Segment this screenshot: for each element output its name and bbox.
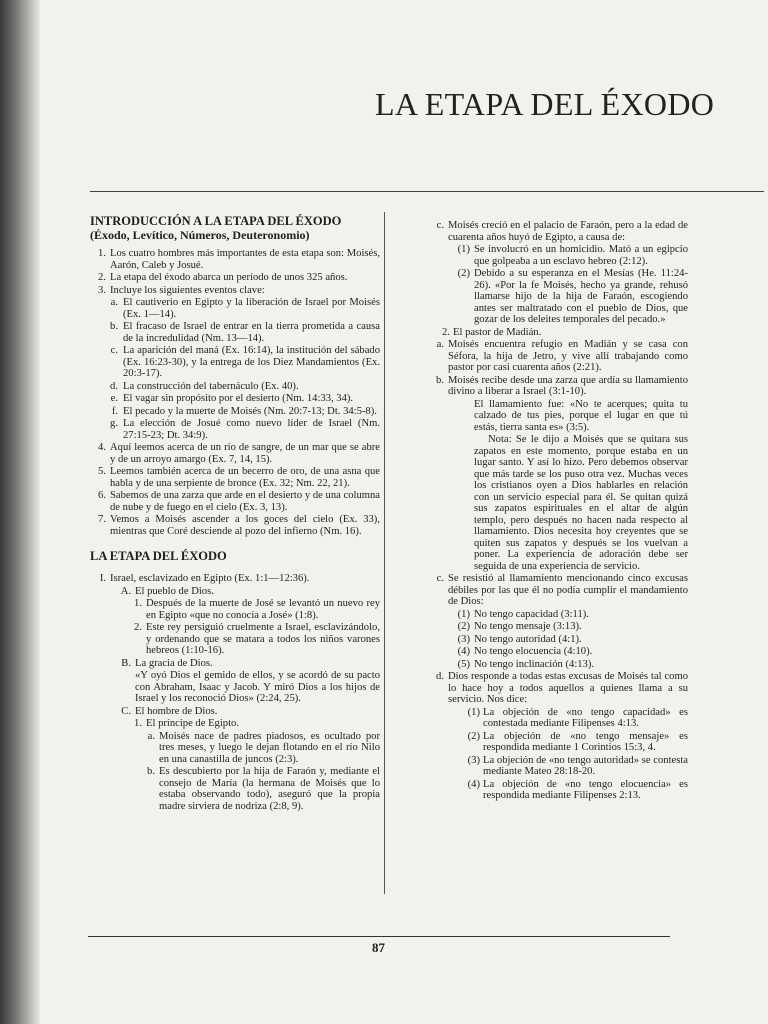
item-number: 2.: [442, 326, 450, 338]
item-text: Moisés recibe desde una zarza que ardía su llamamiento divino a liberar a Israel (3:1-10).: [448, 374, 688, 397]
footer-rule: [88, 936, 670, 937]
item-letter: a.: [147, 730, 155, 742]
item-number: I.: [99, 573, 106, 584]
outline-c-1: [90, 718, 380, 730]
intro-item-6: [90, 490, 380, 513]
outline-roman-1: [90, 573, 380, 585]
key-event-e: [90, 393, 380, 405]
item-text: Se involucró en un homicidio. Mató a un egipcio que golpeaba a un esclavo hebreo (2:12).: [474, 244, 688, 267]
item-text: Moisés encuentra refugio en Madián y se casa con Séfora, la hija de Jetro, y vive allí trabajando como pastor por casi cuarenta años (2:21).: [448, 339, 688, 373]
item-text: Sabemos de una zarza que arde en el desierto y de una columna de nube y de fuego en el cielo (Ex. 3, 13).: [110, 490, 380, 513]
item-number: (1): [467, 706, 480, 718]
item-text: La gracia de Dios.: [135, 657, 213, 669]
outline-c-2-a: [398, 339, 688, 374]
key-event-f: [90, 406, 380, 418]
item-text: El fracaso de Israel de entrar en la tierra prometida a causa de la incredulidad (Nm. 13—14).: [123, 321, 380, 344]
item-letter: A.: [120, 585, 131, 597]
item-number: 2.: [134, 622, 142, 633]
key-event-c: [90, 345, 380, 380]
outline-a-1: [90, 598, 380, 621]
item-text: El pastor de Madián.: [453, 326, 542, 338]
key-event-b: [90, 321, 380, 344]
item-text: El hombre de Dios.: [135, 705, 218, 717]
outline-b: [90, 658, 380, 670]
item-text: Debido a su esperanza en el Mesías (He. 11:24-26). «Por la fe Moisés, hecho ya grande, rehusó llamarse hijo de la hija de Faraón, escogiendo antes ser maltratado con el pueblo de Dios, que gozar de los deleites temporales del pecado.»: [474, 268, 688, 325]
item-letter: B.: [121, 657, 131, 669]
intro-item-2: [90, 272, 380, 284]
item-number: (1): [457, 244, 470, 255]
item-letter: g.: [110, 418, 118, 429]
nota-paragraph: Nota: Se le dijo a Moisés que se quitara sus zapatos en este momento, porque estaba en un lugar santo. Y así lo hizo. Pero debemos observar que más tarde se los puso otra vez. Muchas veces los cristianos oyen a Dios hablarles en relación con un servicio especial para él. Se quitan quizá sus zapatos espirituales en el altar de algún templo, pero después no hacen nada respecto al llamamiento. Dios necesita hoy creyentes que se quiten sus zapatos y después se los vuelvan a poner. La experiencia de adoración debe ser seguida de una experiencia de servicio.: [474, 434, 688, 572]
outline-c-1-c: [398, 220, 688, 243]
item-letter: a.: [110, 297, 118, 308]
item-text: El pueblo de Dios.: [135, 585, 214, 597]
item-text: Leemos también acerca de un becerro de oro, de una asna que habla y de una serpiente de bronce (Ex. 32; Nm. 22, 21).: [110, 466, 380, 489]
page-number: 87: [372, 940, 385, 955]
item-text: El príncipe de Egipto.: [146, 718, 239, 729]
header-rule: [90, 191, 764, 192]
item-text: No tengo elocuencia (4:10).: [474, 646, 593, 657]
key-event-d: [90, 381, 380, 393]
item-text: «Y oyó Dios el gemido de ellos, y se acordó de su pacto con Abraham, Isaac y Jacob. Y miró Dios a los hijos de Israel y los reconoció Dios» (2:24, 25).: [135, 670, 380, 704]
item-letter: a.: [436, 339, 444, 350]
item-letter: d.: [110, 380, 118, 392]
outline-b-quote: [90, 670, 380, 705]
item-text: La objeción de «no tengo elocuencia» es respondida mediante Filipenses 2:13.: [483, 778, 688, 801]
item-number: 5.: [98, 466, 106, 477]
item-letter: c.: [436, 573, 444, 584]
llamamiento-paragraph: El llamamiento fue: «No te acerques; quita tu calzado de tus pies, porque el lugar en que tú estás, tierra santa es» (3:5).: [474, 398, 688, 433]
reason-2: [398, 268, 688, 326]
item-text: La etapa del éxodo abarca un período de unos 325 años.: [110, 272, 348, 283]
outline-c-2-b: [398, 375, 688, 398]
item-text: No tengo capacidad (3:11).: [474, 608, 589, 620]
intro-item-3: [90, 285, 380, 297]
excuse-1: [398, 609, 688, 621]
item-text: Moisés nace de padres piadosos, es ocultado por tres meses, y luego le dejan flotando en el río Nilo en una canastilla de juncos (2:3).: [159, 730, 380, 765]
item-text: Vemos a Moisés ascender a los goces del cielo (Ex. 33), mientras que Coré desciende al pozo del infierno (Nm. 16).: [110, 514, 380, 537]
excuse-4: [398, 646, 688, 658]
item-letter: b.: [147, 766, 155, 777]
outline-c-1-b: [90, 766, 380, 812]
item-text: La objeción de «no tengo capacidad» es contestada mediante Filipenses 4:13.: [483, 706, 688, 729]
item-letter: e.: [110, 393, 118, 404]
item-number: (2): [467, 730, 480, 742]
item-number: (3): [467, 754, 480, 766]
excuse-2: [398, 621, 688, 633]
key-event-g: [90, 418, 380, 441]
intro-item-7: [90, 514, 380, 537]
answer-4: [398, 779, 688, 802]
item-text: Los cuatro hombres más importantes de esta etapa son: Moisés, Aarón, Caleb y Josué.: [110, 248, 380, 271]
excuse-5: [398, 659, 688, 671]
item-text: Después de la muerte de José se levantó un nuevo rey en Egipto «que no conocía a José» (1:8).: [146, 598, 380, 621]
key-event-a: [90, 297, 380, 320]
intro-item-4: [90, 442, 380, 465]
intro-item-1: [90, 248, 380, 271]
outline-a-2: [90, 622, 380, 657]
item-letter: f.: [111, 405, 118, 417]
item-text: Israel, esclavizado en Egipto (Ex. 1:1—12:36).: [110, 573, 310, 584]
item-letter: C.: [121, 705, 131, 717]
outline-c-2-c: [398, 573, 688, 608]
book-binding-shadow: [0, 0, 40, 1024]
reason-1: [398, 244, 688, 267]
item-number: (5): [457, 658, 470, 670]
item-text: La construcción del tabernáculo (Ex. 40).: [123, 380, 299, 392]
item-number: 3.: [98, 284, 106, 296]
item-number: 1.: [134, 598, 142, 609]
item-letter: c.: [110, 345, 118, 356]
etapa-heading: LA ETAPA DEL ÉXODO: [90, 549, 227, 563]
item-number: 7.: [98, 514, 106, 525]
item-letter: d.: [436, 671, 444, 682]
excuse-3: [398, 634, 688, 646]
item-text: La objeción de «no tengo autoridad» se contesta mediante Mateo 28:18-20.: [483, 754, 688, 777]
intro-subheading: (Éxodo, Levítico, Números, Deuteronomio): [90, 228, 310, 242]
item-text: No tengo mensaje (3:13).: [474, 621, 582, 632]
item-text: Moisés creció en el palacio de Faraón, pero a la edad de cuarenta años huyó de Egipto, a causa de:: [448, 220, 688, 243]
item-number: (2): [457, 268, 470, 279]
item-number: 1.: [98, 248, 106, 259]
item-text: Incluye los siguientes eventos clave:: [110, 284, 265, 296]
item-text: Es descubierto por la hija de Faraón y, mediante el consejo de María (la hermana de Moisés que lo estaba observando todo), aseguró que la propia madre sirviera de nodriza (2:8, 9).: [159, 766, 380, 812]
item-letter: c.: [436, 220, 444, 231]
outline-c-2: [398, 327, 688, 339]
right-column: [398, 220, 688, 803]
item-text: La objeción de «no tengo mensaje» es respondida mediante 1 Corintios 15:3, 4.: [483, 730, 688, 753]
item-text: No tengo autoridad (4:1).: [474, 633, 582, 645]
item-text: La elección de Josué como nuevo líder de Israel (Nm. 27:15-23; Dt. 34:9).: [123, 418, 380, 441]
item-text: Este rey persiguió cruelmente a Israel, esclavizándolo, y ordenando que se matara a todos los niños varones hebreos (1:10-16).: [146, 622, 380, 656]
item-text: El cautiverio en Egipto y la liberación de Israel por Moisés (Ex. 1—14).: [123, 297, 380, 320]
item-number: (1): [457, 608, 470, 620]
item-number: 1.: [134, 718, 142, 729]
outline-a: [90, 586, 380, 598]
item-letter: b.: [110, 321, 118, 332]
item-text: El pecado y la muerte de Moisés (Nm. 20:7-13; Dt. 34:5-8).: [123, 405, 377, 417]
outline-c-2-d: [398, 671, 688, 706]
item-number: 6.: [98, 490, 106, 501]
item-text: Aquí leemos acerca de un río de sangre, de un mar que se abre y de un arroyo amargo (Ex. 7, 14, 15).: [110, 442, 380, 465]
left-column: [90, 214, 380, 813]
item-text: Dios responde a todas estas excusas de Moisés tal como lo hace hoy a todos aquellos a quienes llama a su servicio. Nos dice:: [448, 671, 688, 705]
intro-heading: INTRODUCCIÓN A LA ETAPA DEL ÉXODO: [90, 214, 342, 228]
item-number: 4.: [98, 442, 106, 453]
item-number: 2.: [98, 272, 106, 283]
chapter-title: LA ETAPA DEL ÉXODO: [375, 86, 715, 122]
item-text: No tengo inclinación (4:13).: [474, 658, 595, 670]
item-letter: b.: [436, 374, 444, 386]
item-text: El vagar sin propósito por el desierto (Nm. 14:33, 34).: [123, 393, 354, 404]
intro-item-5: [90, 466, 380, 489]
item-number: (4): [467, 778, 480, 790]
answer-3: [398, 755, 688, 778]
outline-c-1-a: [90, 731, 380, 766]
column-divider: [384, 212, 385, 894]
outline-c: [90, 706, 380, 718]
answer-1: [398, 707, 688, 730]
item-number: (4): [457, 646, 470, 657]
item-text: La aparición del maná (Ex. 16:14), la institución del sábado (Ex. 16:23-30), y la entrega de los Diez Mandamientos (Ex. 20:3-17).: [123, 345, 380, 379]
item-number: (2): [457, 621, 470, 632]
item-number: (3): [457, 633, 470, 645]
answer-2: [398, 731, 688, 754]
item-text: Se resistió al llamamiento mencionando cinco excusas débiles por las que él no podía cumplir el mandamiento de Dios:: [448, 573, 688, 607]
